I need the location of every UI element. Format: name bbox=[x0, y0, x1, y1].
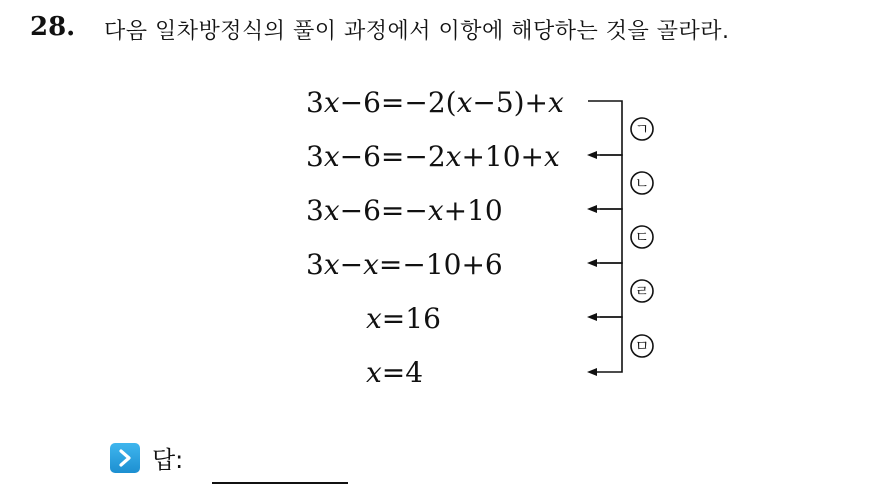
equation-line-1: 3x−6=−2(x−5)+x bbox=[306, 86, 564, 119]
step-label-1: ㄱ bbox=[634, 120, 650, 138]
arrowhead-3 bbox=[587, 259, 597, 267]
step-label-5: ㅁ bbox=[634, 337, 650, 355]
chevron-right-icon bbox=[110, 443, 140, 473]
question-number: 28. bbox=[30, 12, 76, 42]
question-text: 다음 일차방정식의 풀이 과정에서 이항에 해당하는 것을 골라라. bbox=[104, 19, 730, 44]
answer-section bbox=[110, 440, 183, 475]
arrowhead-1 bbox=[587, 151, 597, 159]
equation-line-6: x=4 bbox=[366, 356, 424, 389]
arrowhead-4 bbox=[587, 313, 597, 321]
answer-blank-field[interactable] bbox=[212, 482, 348, 484]
step-label-2: ㄴ bbox=[634, 174, 650, 192]
step-label-4: ㄹ bbox=[634, 282, 650, 300]
arrowhead-5 bbox=[587, 368, 597, 376]
equation-line-4: 3x−x=−10+6 bbox=[306, 248, 503, 281]
equation-line-5: x=16 bbox=[366, 302, 441, 335]
equation-line-2: 3x−6=−2x+10+x bbox=[306, 140, 560, 173]
equation-line-3: 3x−6=−x+10 bbox=[306, 194, 503, 227]
arrowhead-2 bbox=[587, 205, 597, 213]
answer-label: 답: bbox=[152, 446, 184, 474]
step-label-3: ㄷ bbox=[634, 228, 650, 246]
